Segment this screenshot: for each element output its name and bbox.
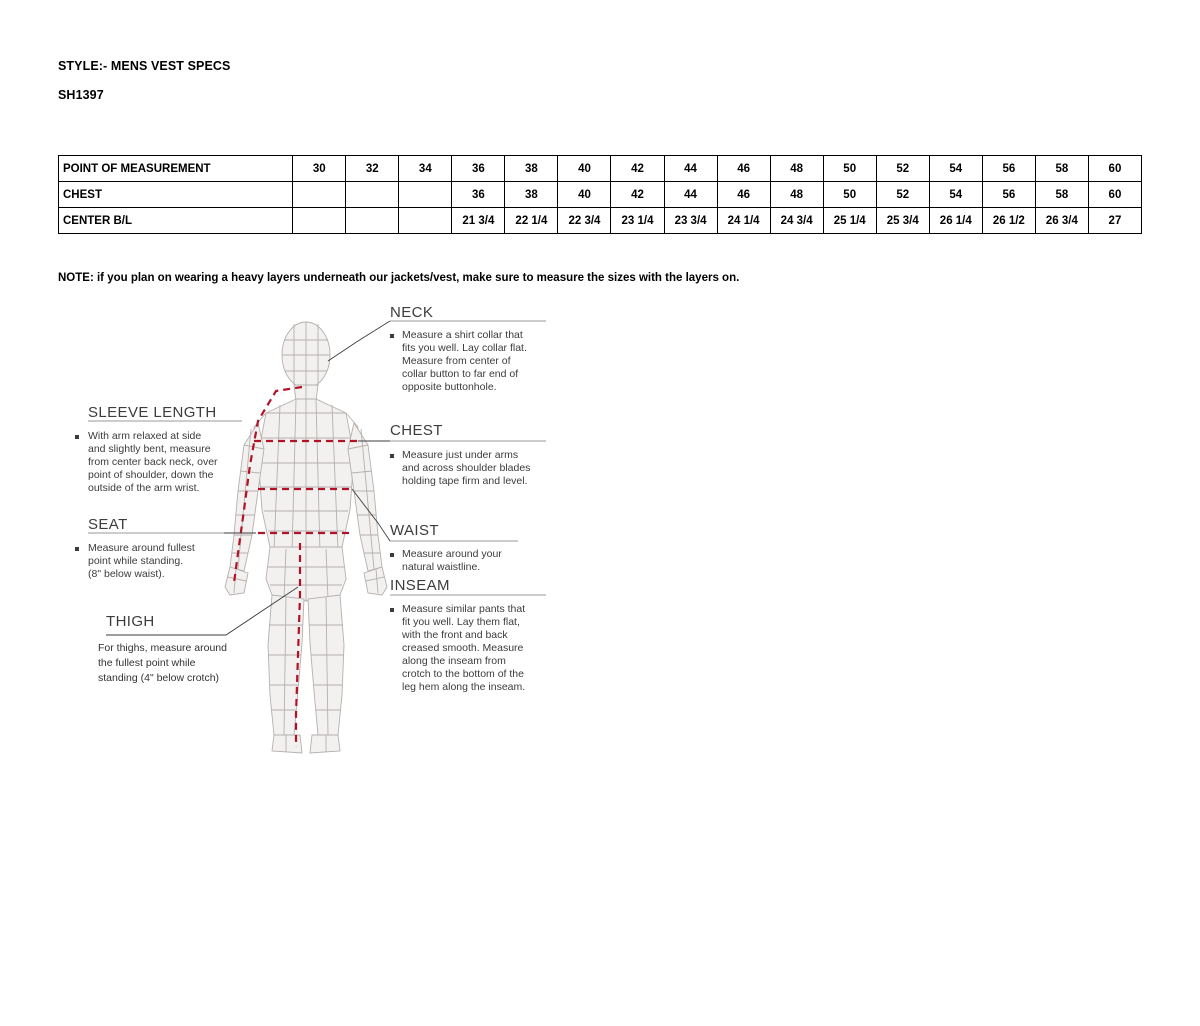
inseam-line: along the inseam from [402,655,506,667]
neck-line: fits you well. Lay collar flat. [402,342,527,354]
sleeve-length-line: point of shoulder, down the [88,469,214,481]
chest-title: CHEST [390,422,443,439]
chest-line: Measure just under arms [402,449,519,461]
bullet-icon [390,334,394,338]
diagram-label-chest [390,422,530,487]
diagram-label-inseam [390,577,525,693]
table-header-cell: 42 [611,156,664,182]
bullet-icon [75,435,79,439]
table-cell [346,182,399,208]
measurement-note: NOTE: if you plan on wearing a heavy layers underneath our jackets/vest, make sure to measure the sizes with the layers on. [58,272,740,284]
sleeve-length-line: from center back neck, over [88,456,218,468]
seat-line: (8" below waist). [88,568,165,580]
table-cell [346,208,399,234]
thigh-line: the fullest point while [98,657,196,669]
chest-line: and across shoulder blades [402,462,531,474]
neck-line: Measure from center of [402,355,511,367]
inseam-line: creased smooth. Measure [402,642,524,654]
seat-title: SEAT [88,516,128,533]
table-cell: 56 [982,182,1035,208]
inseam-line: leg hem along the inseam. [402,681,526,693]
table-row [59,182,1142,208]
title-block [58,60,230,103]
measurement-diagram [58,295,618,765]
diagram-label-waist [390,522,502,573]
diagram-label-sleeve-length [75,404,218,494]
thigh-title: THIGH [106,613,155,630]
table-header-cell: 58 [1035,156,1088,182]
table-cell: 27 [1088,208,1141,234]
sleeve-length-title: SLEEVE LENGTH [88,404,217,421]
table-cell: 25 1/4 [823,208,876,234]
human-figure-illustration [225,322,387,753]
table-cell: 36 [452,182,505,208]
neck-line: Measure a shirt collar that [402,329,523,341]
table-cell: 24 3/4 [770,208,823,234]
table-header-cell: 46 [717,156,770,182]
table-cell: 46 [717,182,770,208]
neck-line: collar button to far end of [402,368,519,380]
table-cell: 26 1/4 [929,208,982,234]
table-cell: 24 1/4 [717,208,770,234]
table-cell: 26 3/4 [1035,208,1088,234]
table-cell: 22 1/4 [505,208,558,234]
neck-title: NECK [390,304,434,321]
waist-line: natural waistline. [402,561,481,573]
table-header-cell: 56 [982,156,1035,182]
sleeve-length-line: outside of the arm wrist. [88,482,200,494]
table-cell: 48 [770,182,823,208]
table-header-row [59,156,1142,182]
bullet-icon [390,608,394,612]
neck-line: opposite buttonhole. [402,381,497,393]
diagram-label-thigh [98,613,227,684]
table-header-cell: 44 [664,156,717,182]
table-row [59,208,1142,234]
waist-title: WAIST [390,522,439,539]
thigh-line: For thighs, measure around [98,642,227,654]
style-code: SH1397 [58,87,104,102]
chest-line: holding tape firm and level. [402,475,528,487]
waist-line: Measure around your [402,548,502,560]
table-cell: 58 [1035,182,1088,208]
table-header-cell: 30 [293,156,346,182]
table-header-cell: 48 [770,156,823,182]
row-label: CHEST [59,182,293,208]
table-cell [293,182,346,208]
table-cell: 21 3/4 [452,208,505,234]
table-header-cell: 36 [452,156,505,182]
table-header-cell: 32 [346,156,399,182]
diagram-label-seat [75,516,195,580]
bullet-icon [390,454,394,458]
inseam-line: fit you well. Lay them flat, [402,616,520,628]
table-cell: 23 3/4 [664,208,717,234]
table-cell: 52 [876,182,929,208]
table-cell: 25 3/4 [876,208,929,234]
spec-table [58,155,1142,234]
table-header-cell: 40 [558,156,611,182]
bullet-icon [390,553,394,557]
table-cell: 22 3/4 [558,208,611,234]
table-header-cell: 38 [505,156,558,182]
inseam-line: with the front and back [402,629,508,641]
seat-line: point while standing. [88,555,184,567]
table-cell [399,208,452,234]
seat-line: Measure around fullest [88,542,195,554]
table-header-cell: 54 [929,156,982,182]
table-cell: 54 [929,182,982,208]
table-cell: 42 [611,182,664,208]
table-header-cell: POINT OF MEASUREMENT [59,156,293,182]
table-header-cell: 50 [823,156,876,182]
table-header-cell: 34 [399,156,452,182]
inseam-title: INSEAM [390,577,450,594]
table-cell: 40 [558,182,611,208]
table-cell: 44 [664,182,717,208]
table-cell: 26 1/2 [982,208,1035,234]
table-cell: 23 1/4 [611,208,664,234]
table-cell [293,208,346,234]
table-cell: 50 [823,182,876,208]
row-label: CENTER B/L [59,208,293,234]
style-label: STYLE:- MENS VEST SPECS [58,59,231,73]
sleeve-length-line: and slightly bent, measure [88,443,211,455]
table-cell [399,182,452,208]
diagram-label-neck [390,304,527,393]
bullet-icon [75,547,79,551]
table-cell: 60 [1088,182,1141,208]
thigh-line: standing (4" below crotch) [98,672,220,684]
table-header-cell: 52 [876,156,929,182]
inseam-line: crotch to the bottom of the [402,668,524,680]
sleeve-length-line: With arm relaxed at side [88,430,202,442]
table-cell: 38 [505,182,558,208]
table-header-cell: 60 [1088,156,1141,182]
inseam-line: Measure similar pants that [402,603,526,615]
